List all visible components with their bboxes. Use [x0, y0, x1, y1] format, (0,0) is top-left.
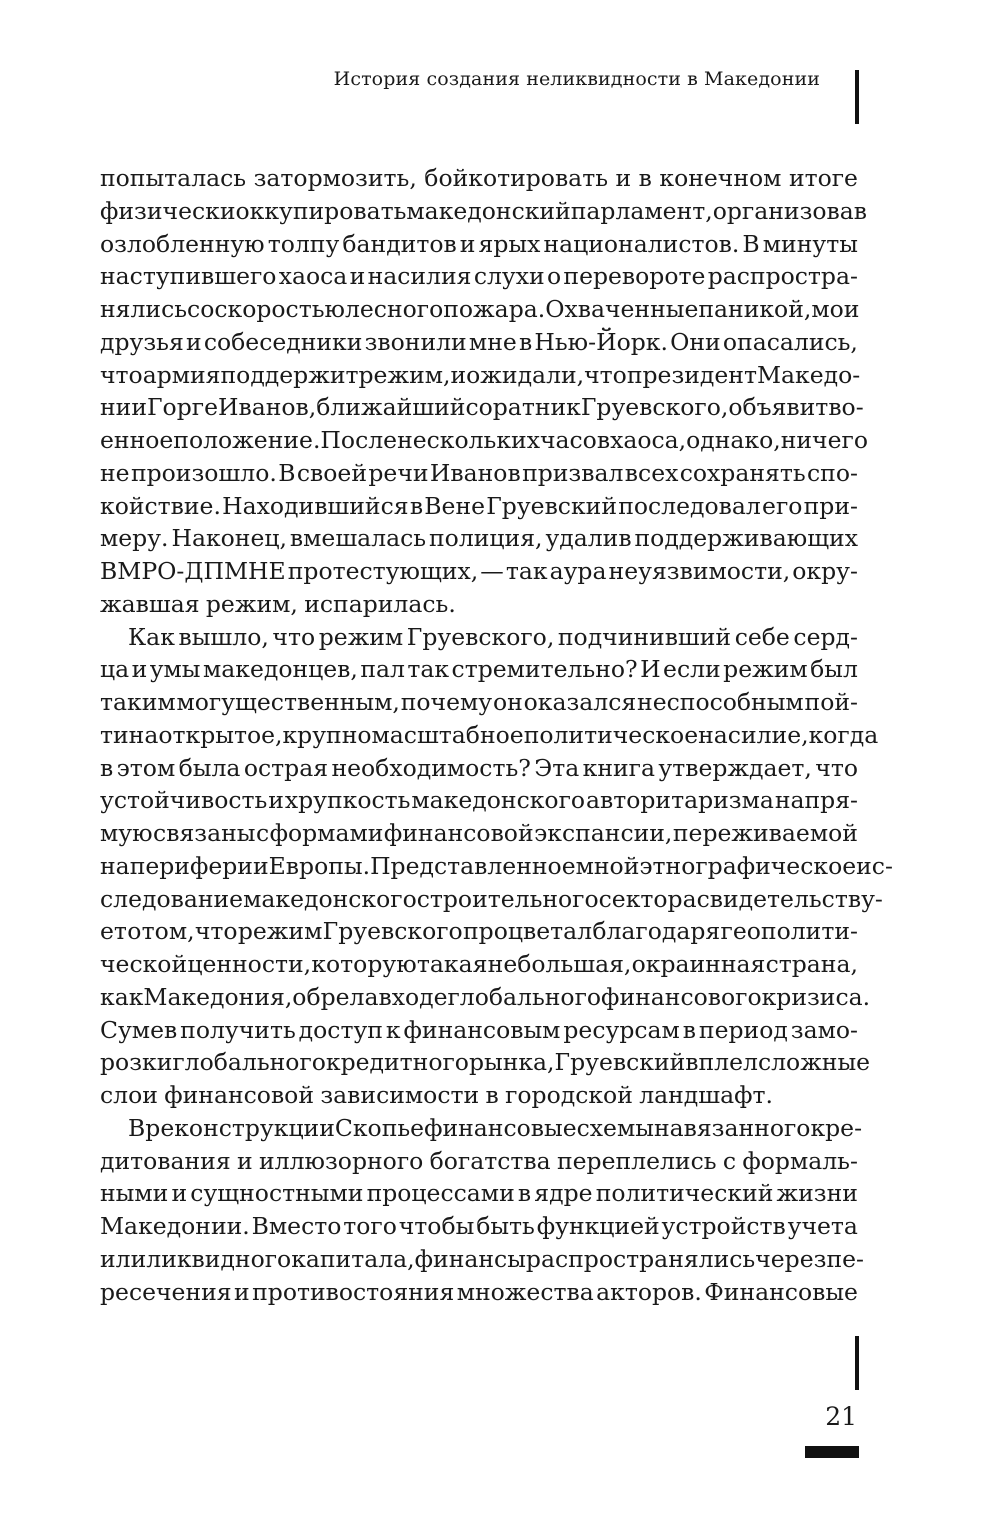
text-line: устойчивость и хрупкость македонского авторитаризма напря- — [100, 786, 858, 815]
text-line: физически оккупировать македонский парламент, организовав — [100, 196, 868, 225]
text-line: озлобленную толпу бандитов и ярых националистов. В минуты — [100, 229, 858, 258]
footer-bar — [805, 1446, 859, 1458]
text-line: ца и умы македонцев, пал так стремительно? И если режим был — [100, 655, 858, 684]
text-line: В реконструкции Скопье финансовые схемы навязанного кре- — [128, 1113, 863, 1142]
text-line: нии Горге Иванов, ближайший соратник Груевского, объявит во- — [100, 393, 864, 422]
text-line: мую связаны с формами финансовой экспансии, переживаемой — [100, 819, 858, 847]
header-rule — [855, 70, 859, 124]
text-line: слои финансовой зависимости в городской ландшафт. — [100, 1081, 773, 1109]
text-line: что армия поддержит режим, и ожидали, что президент Македо- — [100, 360, 861, 389]
text-line: розки глобального кредитного рынка, Груевский вплел сложные — [100, 1048, 871, 1077]
body-text — [100, 162, 893, 1308]
text-line: не произошло. В своей речи Иванов призвал всех сохранять спо- — [100, 458, 858, 487]
text-line: как Македония, обрела в ходе глобального финансового кризиса. — [100, 982, 871, 1011]
footer-rule — [855, 1336, 859, 1390]
text-line: Как вышло, что режим Груевского, подчинивший себе серд- — [128, 622, 858, 651]
text-line: ресечения и противостояния множества акторов. Финансовые — [100, 1277, 858, 1306]
text-line: наступившего хаоса и насилия слухи о перевороте распростра- — [100, 262, 858, 291]
text-line: ческой ценности, которую такая небольшая, окраинная страна, — [100, 950, 858, 978]
text-line: жавшая режим, испарилась. — [100, 589, 456, 618]
text-line: друзья и собеседники звонили мне в Нью-Йорк. Они опасались, — [100, 327, 858, 356]
text-line: следование македонского строительного сектора свидетельству- — [100, 884, 883, 913]
text-line: койствие. Находившийся в Вене Груевский последовал его при- — [100, 491, 858, 520]
text-line: енное положение. После нескольких часов хаоса, однако, ничего — [100, 426, 868, 454]
text-line: попыталась затормозить, бойкотировать и в конечном итоге — [100, 164, 858, 192]
text-line: Сумев получить доступ к финансовым ресурсам в период замо- — [100, 1015, 858, 1044]
text-line: ти на открытое, крупномасштабное политическое насилие, когда — [100, 720, 879, 749]
text-line: дитования и иллюзорного богатства переплелись с формаль- — [100, 1146, 858, 1175]
text-line: ет о том, что режим Груевского процветал благодаря геополити- — [100, 917, 858, 946]
page-number: 21 — [825, 1402, 857, 1431]
text-line: нялись со скоростью лесного пожара. Охваченные паникой, мои — [100, 295, 860, 323]
text-line: в этом была острая необходимость? Эта книга утверждает, что — [100, 753, 858, 782]
text-line: ВМРО-ДПМНЕ протестующих, — так аура неуязвимости, окру- — [100, 557, 858, 585]
running-head: История создания неликвидности в Македонии — [333, 68, 820, 90]
text-line: таким могущественным, почему он оказался неспособным пой- — [100, 688, 858, 716]
text-line: меру. Наконец, вмешалась полиция, удалив поддерживающих — [100, 524, 858, 553]
text-line: Македонии. Вместо того чтобы быть функцией устройств учета — [100, 1212, 858, 1240]
text-line: или ликвидного капитала, финансы распространялись через пе- — [100, 1244, 864, 1273]
text-line: на периферии Европы. Представленное мной этнографическое ис- — [100, 851, 893, 880]
text-line: ными и сущностными процессами в ядре политический жизни — [100, 1179, 858, 1208]
